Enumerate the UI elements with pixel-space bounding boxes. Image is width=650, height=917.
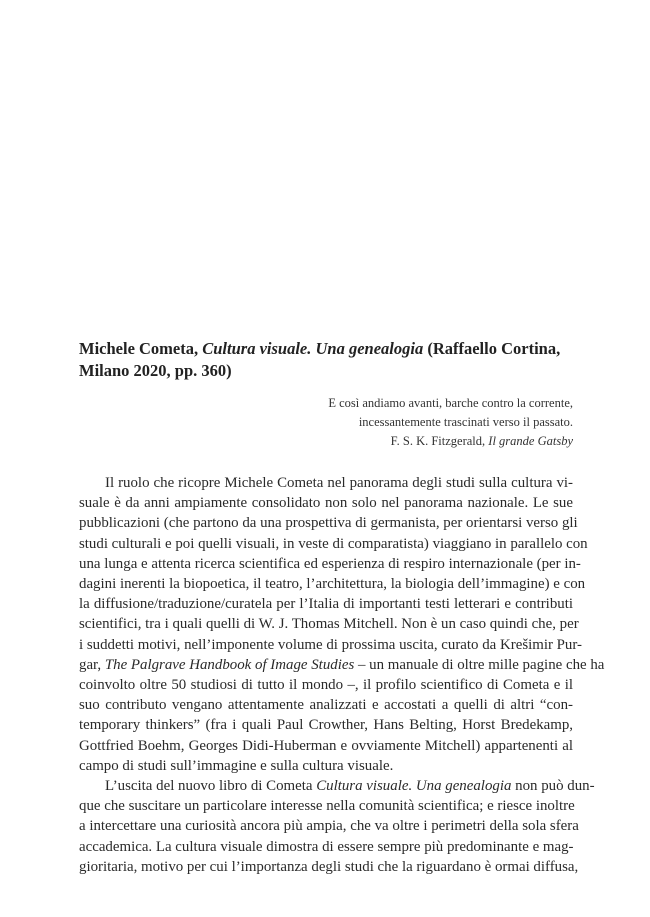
- book-publisher-line1: (Raffaello Cortina,: [427, 339, 561, 358]
- epigraph: [79, 394, 573, 451]
- text-segment: Gottfried Boehm, Georges Didi-Huberman e ovviamente Mitchell) appartenenti al: [79, 737, 573, 754]
- text-line: [79, 695, 573, 715]
- review-body: [79, 473, 605, 877]
- epigraph-line-1: E così andiamo avanti, barche contro la corrente,: [328, 396, 573, 410]
- text-segment: – un manuale di oltre mille pagine che ha: [354, 656, 605, 673]
- text-segment: suale è da anni ampiamente consolidato non solo nel panorama nazionale. Le sue: [79, 495, 573, 512]
- epigraph-attribution: [79, 432, 573, 451]
- paragraph-1: [79, 473, 605, 776]
- text-line: [79, 534, 588, 554]
- text-line: [79, 675, 573, 695]
- text-line: [79, 513, 578, 533]
- text-segment: Il ruolo che ricopre Michele Cometa nel panorama degli studi sulla cultura vi-: [105, 475, 573, 491]
- text-line: [79, 493, 573, 513]
- text-segment: temporary thinkers” (fra i quali Paul Crowther, Hans Belting, Horst Bredekamp,: [79, 717, 573, 734]
- text-line: [79, 473, 573, 493]
- text-line: [79, 574, 586, 594]
- italic-title: The Palgrave Handbook of Image Studies: [104, 656, 355, 673]
- text-segment: non può dun-: [511, 778, 595, 795]
- book-publisher-line2: Milano 2020, pp. 360): [79, 361, 232, 380]
- text-segment: una lunga e attenta ricerca scientifica ed esperienza di respiro internazionale (per in-: [79, 555, 581, 572]
- paragraph-2: [79, 776, 595, 877]
- review-page: [79, 338, 605, 877]
- text-line: [79, 796, 573, 816]
- book-title: Cultura visuale. Una genealogia: [202, 339, 424, 358]
- epigraph-attribution-work: Il grande Gatsby: [488, 434, 573, 448]
- text-line: [79, 635, 582, 655]
- text-segment: coinvolto oltre 50 studiosi di tutto il mondo –, il profilo scientifico di Cometa e il: [79, 677, 573, 694]
- text-line: [79, 614, 579, 634]
- text-segment: gioritaria, motivo per cui l’importanza degli studi che la riguardano è ormai diffusa,: [79, 858, 579, 875]
- epigraph-attribution-author: F. S. K. Fitzgerald,: [390, 434, 486, 448]
- text-segment: dagini inerenti la biopoetica, il teatro, l’architettura, la biologia dell’immagine) e con: [79, 576, 586, 593]
- text-segment: i suddetti motivi, nell’imponente volume di prossima uscita, curato da Krešimir Pur-: [79, 636, 582, 653]
- text-line: [79, 776, 595, 796]
- text-line: [79, 736, 573, 756]
- text-segment: la diffusione/traduzione/curatela per l’Italia di importanti testi letterari e contributi: [79, 596, 573, 613]
- text-segment: studi culturali e poi quelli visuali, in veste di comparatista) viaggiano in parallelo con: [79, 535, 588, 552]
- text-line: [79, 756, 573, 776]
- text-line: [79, 554, 581, 574]
- text-segment: campo di studi sull’immagine e sulla cultura visuale.: [79, 757, 394, 774]
- book-author: Michele Cometa,: [79, 339, 199, 358]
- text-line: [79, 715, 573, 735]
- italic-title: Cultura visuale. Una genealogia: [316, 778, 512, 795]
- epigraph-line-2: incessantemente trascinati verso il passato.: [358, 415, 573, 429]
- text-segment: suo contributo vengano attentamente analizzati e accostati a quelli di altri “con-: [79, 697, 573, 714]
- text-segment: scientifici, tra i quali quelli di W. J. Thomas Mitchell. Non è un caso quindi che, per: [79, 616, 579, 633]
- review-heading: [79, 338, 573, 382]
- text-segment: que che suscitare un particolare interesse nella comunità scientifica; e riesce inoltre: [79, 798, 575, 815]
- text-segment: gar,: [79, 656, 105, 673]
- text-segment: a intercettare una curiosità ancora più ampia, che va oltre i perimetri della sola sfera: [79, 818, 579, 835]
- text-line: [79, 594, 573, 614]
- text-line: [79, 655, 605, 675]
- text-line: [79, 816, 579, 836]
- text-line: [79, 857, 579, 877]
- text-segment: accademica. La cultura visuale dimostra di essere sempre più predominante e mag-: [79, 838, 574, 855]
- text-line: [79, 837, 573, 857]
- text-segment: L’uscita del nuovo libro di Cometa: [105, 778, 317, 795]
- text-segment: pubblicazioni (che partono da una prospettiva di germanista, per orientarsi verso gli: [79, 515, 578, 532]
